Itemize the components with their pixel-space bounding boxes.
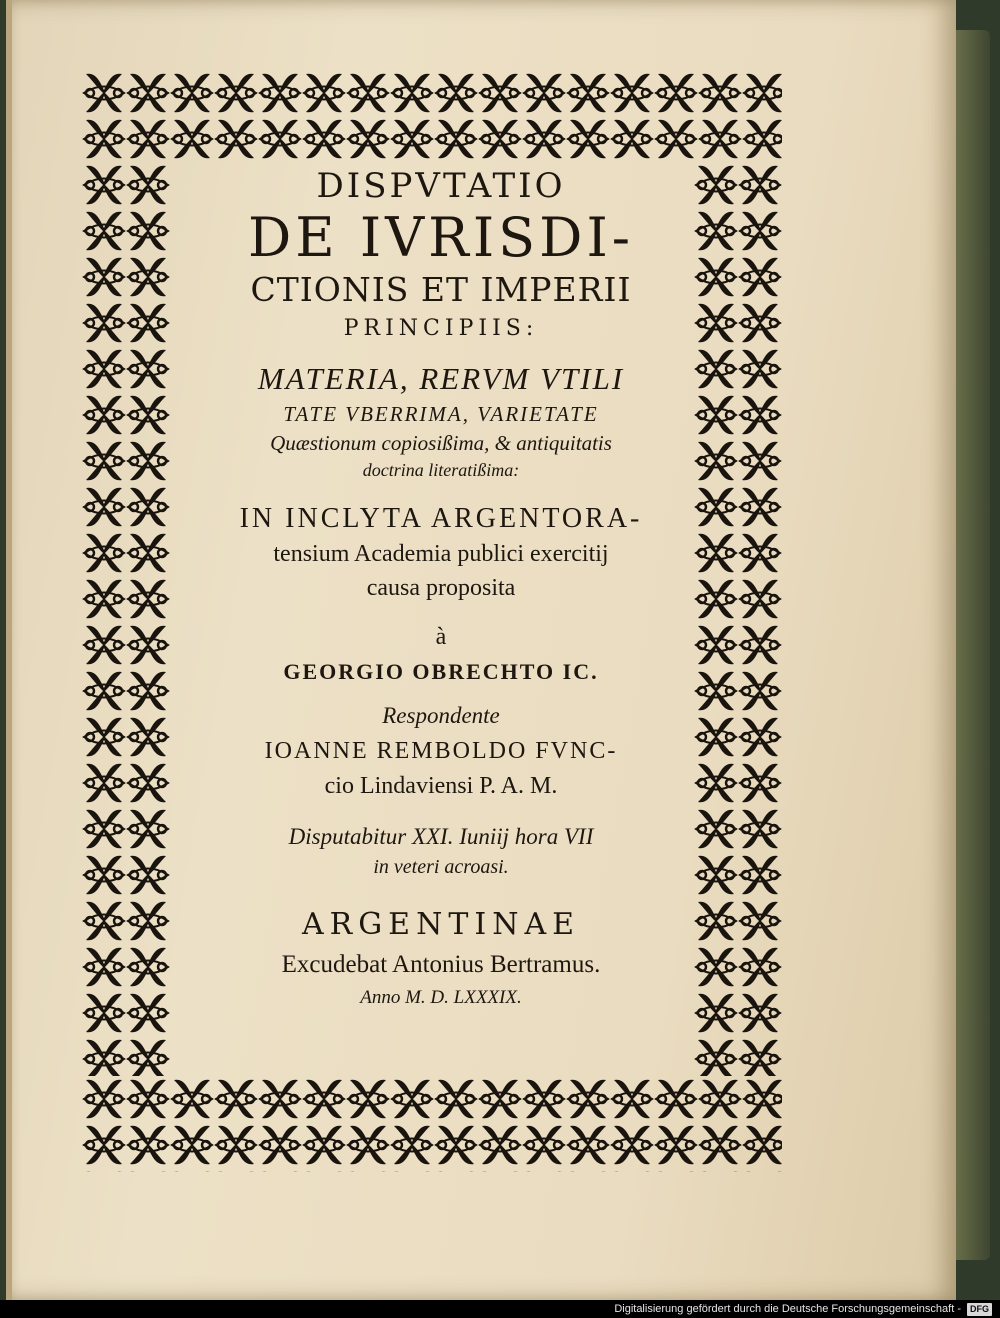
title-text-block — [176, 165, 706, 1013]
title-line-2: DE IVRISDI- — [247, 206, 635, 269]
title-line-7: Quæstionum copiosißima, & antiquitatis — [270, 431, 612, 455]
dfg-logo-icon[interactable]: DFG — [967, 1303, 992, 1316]
border-right-ornament-icon — [694, 162, 782, 1076]
footer-credit-text: Digitalisierung gefördert durch die Deutsche Forschungsgemeinschaft - — [614, 1303, 961, 1315]
title-line-12: à — [435, 624, 447, 650]
title-line-9: IN INCLYTA ARGENTORA- — [239, 503, 643, 534]
title-line-14: Respondente — [382, 703, 500, 728]
title-line-15: IOANNE REMBOLDO FVNC- — [264, 738, 618, 764]
title-line-18: in veteri acroasi. — [373, 856, 509, 878]
title-line-6: TATE VBERRIMA, VARIETATE — [283, 402, 599, 426]
title-line-21: Anno M. D. LXXXIX. — [360, 987, 522, 1008]
title-line-8: doctrina literatißima: — [362, 460, 520, 480]
title-line-1: DISPVTATIO — [316, 166, 566, 206]
footer-credit-bar — [0, 1300, 1000, 1318]
border-left-ornament-icon — [82, 162, 170, 1076]
title-line-3: CTIONIS ET IMPERII — [250, 270, 632, 309]
title-line-19: ARGENTINAE — [301, 907, 581, 942]
border-top-ornament-icon — [82, 70, 782, 162]
title-page — [6, 0, 956, 1300]
title-line-10: tensium Academia publici exercitij — [273, 541, 609, 567]
title-line-13: GEORGIO OBRECHTO IC. — [283, 659, 599, 684]
border-bottom-ornament-icon — [82, 1076, 782, 1172]
title-line-11: causa proposita — [366, 575, 516, 601]
page-edge — [6, 0, 12, 1300]
title-line-20: Excudebat Antonius Bertramus. — [281, 951, 601, 978]
title-line-16: cio Lindaviensi P. A. M. — [324, 773, 558, 799]
title-line-5: MATERIA, RERVM VTILI — [257, 361, 625, 396]
title-line-17: Disputabitur XXI. Iuniij hora VII — [288, 824, 594, 849]
title-line-4: PRINCIPIIS: — [343, 316, 539, 341]
